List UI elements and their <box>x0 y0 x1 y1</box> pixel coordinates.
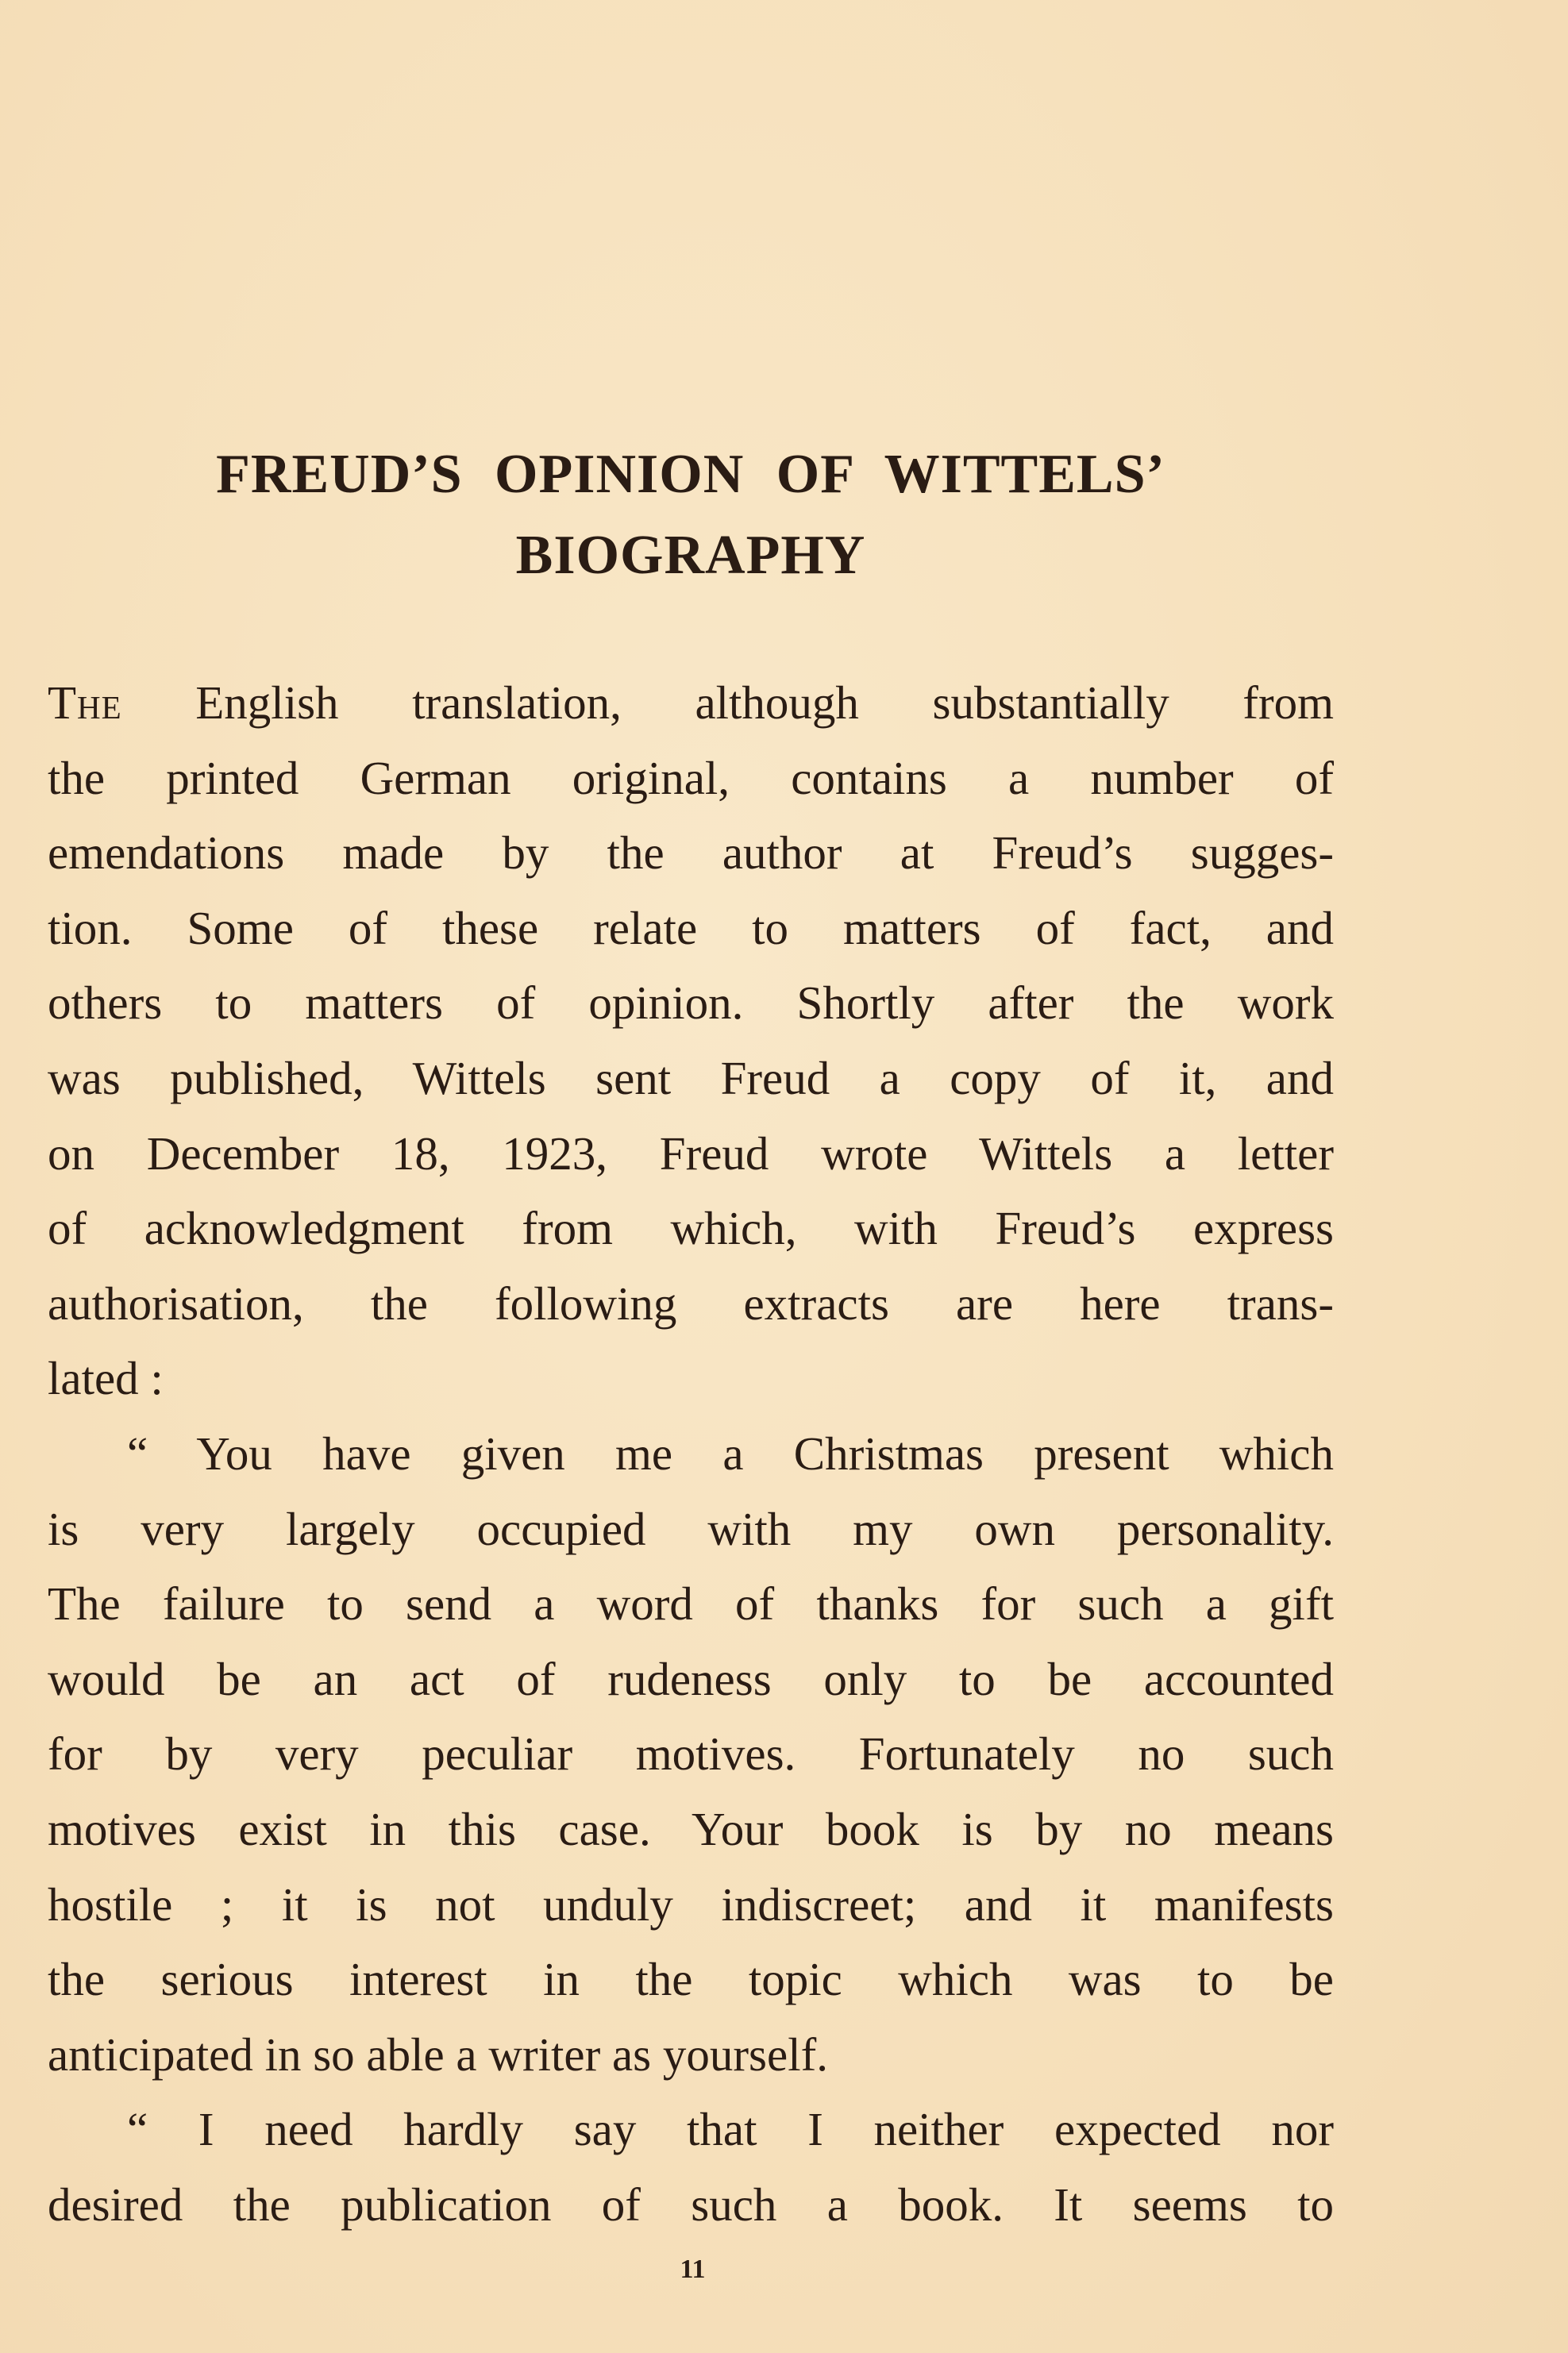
paragraph-1 <box>48 665 1334 2242</box>
text-line: on December 18, 1923, Freud wrote Wittels a letter <box>48 1126 1334 1180</box>
page-number: 11 <box>680 2255 706 2284</box>
text-line: “ I need hardly say that I neither expected nor <box>127 2103 1334 2156</box>
text-line: The failure to send a word of thanks for such a gift <box>48 1577 1334 1631</box>
text-line: motives exist in this case. Your book is by no means <box>48 1802 1334 1855</box>
text-line: authorisation, the following extracts are here trans- <box>48 1277 1334 1330</box>
text-line: tion. Some of these relate to matters of fact, and <box>48 901 1334 954</box>
lead-word: The <box>48 676 122 729</box>
text-line: The English translation, although substantially from <box>48 676 1334 729</box>
text-line: emendations made by the author at Freud’s sugges- <box>48 826 1334 880</box>
text-line: would be an act of rudeness only to be accounted <box>48 1652 1334 1705</box>
text-line: anticipated in so able a writer as yourself. <box>48 2028 828 2081</box>
text-line: for by very peculiar motives. Fortunately no such <box>48 1727 1334 1781</box>
text-line: the serious interest in the topic which was to be <box>48 1953 1334 2006</box>
text-line: of acknowledgment from which, with Freud’s express <box>48 1202 1334 1255</box>
text-line: lated : <box>48 1352 164 1405</box>
text-line: others to matters of opinion. Shortly after the work <box>48 976 1334 1030</box>
chapter-title-line-1: FREUD’S OPINION OF WITTELS’ <box>216 444 1165 505</box>
text-line: the printed German original, contains a number of <box>48 751 1334 804</box>
text-line: was published, Wittels sent Freud a copy of it, and <box>48 1051 1334 1104</box>
text-line: hostile ; it is not unduly indiscreet; and it manifests <box>48 1877 1334 1931</box>
text-line: “ You have given me a Christmas present which <box>127 1427 1334 1480</box>
text-line: is very largely occupied with my own personality. <box>48 1502 1334 1555</box>
chapter-title-line-2: BIOGRAPHY <box>515 525 866 586</box>
text-line: desired the publication of such a book. It seems to <box>48 2178 1334 2231</box>
